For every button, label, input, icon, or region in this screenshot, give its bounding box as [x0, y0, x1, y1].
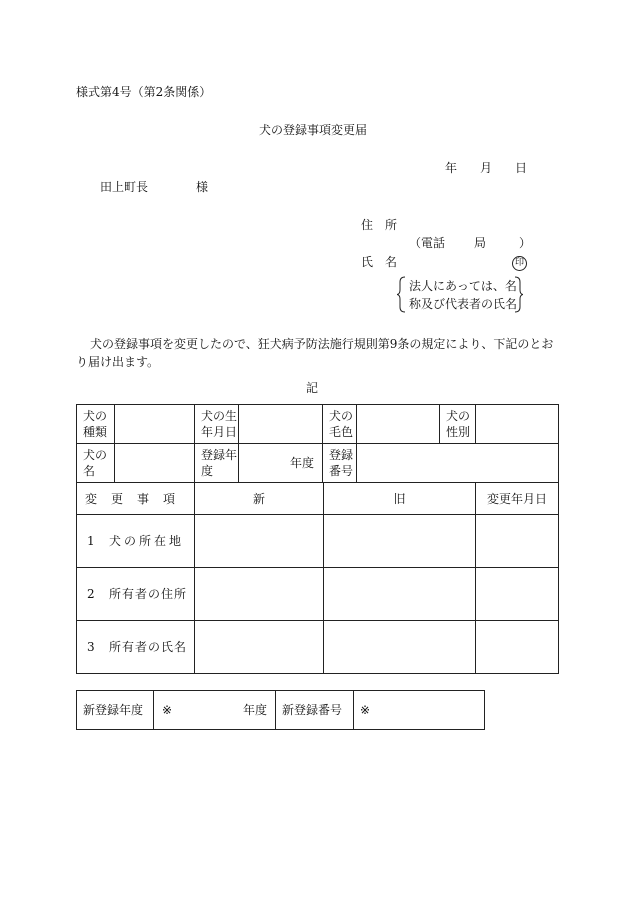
new-registration-row	[77, 691, 485, 730]
dog-color-field[interactable]	[357, 405, 440, 444]
change-item-label: 2 所有者の住所	[77, 568, 195, 621]
new-reg-number-field[interactable]	[354, 691, 485, 730]
change-date-field[interactable]	[476, 621, 559, 674]
change-item-label: 3 所有者の氏名	[77, 621, 195, 674]
seal-mark	[512, 255, 527, 271]
new-registration-table	[76, 690, 485, 730]
change-date-field[interactable]	[476, 515, 559, 568]
change-item-label: 1 犬の所在地	[77, 515, 195, 568]
reg-year-label: 登録年 度	[195, 444, 239, 483]
header-old: 旧	[324, 483, 476, 515]
table-row	[77, 568, 559, 621]
dog-sex-label: 犬の 性別	[440, 405, 476, 444]
reg-no-field[interactable]	[357, 444, 559, 483]
old-value-field[interactable]	[324, 621, 476, 674]
new-reg-year-mark: ※	[162, 703, 173, 717]
new-value-field[interactable]	[195, 515, 324, 568]
new-reg-year-suffix: 年度	[242, 703, 267, 717]
corporate-note-line2: 称及び代表者の氏名	[409, 297, 518, 311]
phone-exchange-label: 局	[474, 236, 487, 250]
new-reg-year-label: 新登録年度	[77, 691, 154, 730]
dog-info-row	[77, 444, 559, 483]
form-number: 様式第4号（第2条関係）	[76, 85, 212, 99]
document-title: 犬の登録事項変更届	[259, 123, 368, 137]
date-month-label: 月	[480, 161, 493, 175]
reg-year-suffix: 年度	[289, 456, 314, 470]
table-row	[77, 515, 559, 568]
address-label: 住 所	[361, 218, 398, 232]
dog-name-field[interactable]	[115, 444, 195, 483]
dog-name-label: 犬の 名	[77, 444, 115, 483]
dog-info-table	[76, 404, 559, 483]
phone-label: （電話	[409, 236, 446, 250]
name-label: 氏 名	[361, 255, 398, 269]
new-value-field[interactable]	[195, 621, 324, 674]
date-year-label: 年	[445, 161, 458, 175]
reg-year-field[interactable]	[239, 444, 323, 483]
table-row	[77, 621, 559, 674]
dog-kind-label: 犬の 種類	[77, 405, 115, 444]
body-text-line1: 犬の登録事項を変更したので、狂犬病予防法施行規則第9条の規定により、下記のとお	[90, 337, 554, 351]
addressee-name: 田上町長	[100, 180, 149, 194]
addressee-honorific: 様	[196, 180, 209, 194]
dog-info-row	[77, 405, 559, 444]
phone-close-paren: ）	[519, 236, 532, 250]
date-day-label: 日	[515, 161, 528, 175]
changes-table	[76, 482, 559, 674]
seal-icon: 印	[512, 256, 527, 271]
new-value-field[interactable]	[195, 568, 324, 621]
dog-birth-label: 犬の生 年月日	[195, 405, 239, 444]
changes-header-row	[77, 483, 559, 515]
ki-label: 記	[306, 381, 319, 395]
header-change-date: 変更年月日	[476, 483, 559, 515]
new-reg-number-mark: ※	[360, 703, 371, 717]
old-value-field[interactable]	[324, 515, 476, 568]
corporate-note	[397, 276, 523, 313]
change-date-field[interactable]	[476, 568, 559, 621]
old-value-field[interactable]	[324, 568, 476, 621]
reg-no-label: 登録 番号	[323, 444, 357, 483]
dog-birth-field[interactable]	[239, 405, 323, 444]
new-reg-year-field[interactable]	[154, 691, 276, 730]
new-reg-number-label: 新登録番号	[276, 691, 354, 730]
dog-color-label: 犬の 毛色	[323, 405, 357, 444]
body-text-line2: り届け出ます。	[76, 355, 160, 369]
header-new: 新	[195, 483, 324, 515]
dog-sex-field[interactable]	[476, 405, 559, 444]
header-change-item: 変更事項	[77, 483, 195, 515]
dog-kind-field[interactable]	[115, 405, 195, 444]
corporate-note-line1: 法人にあっては、名	[409, 279, 517, 293]
